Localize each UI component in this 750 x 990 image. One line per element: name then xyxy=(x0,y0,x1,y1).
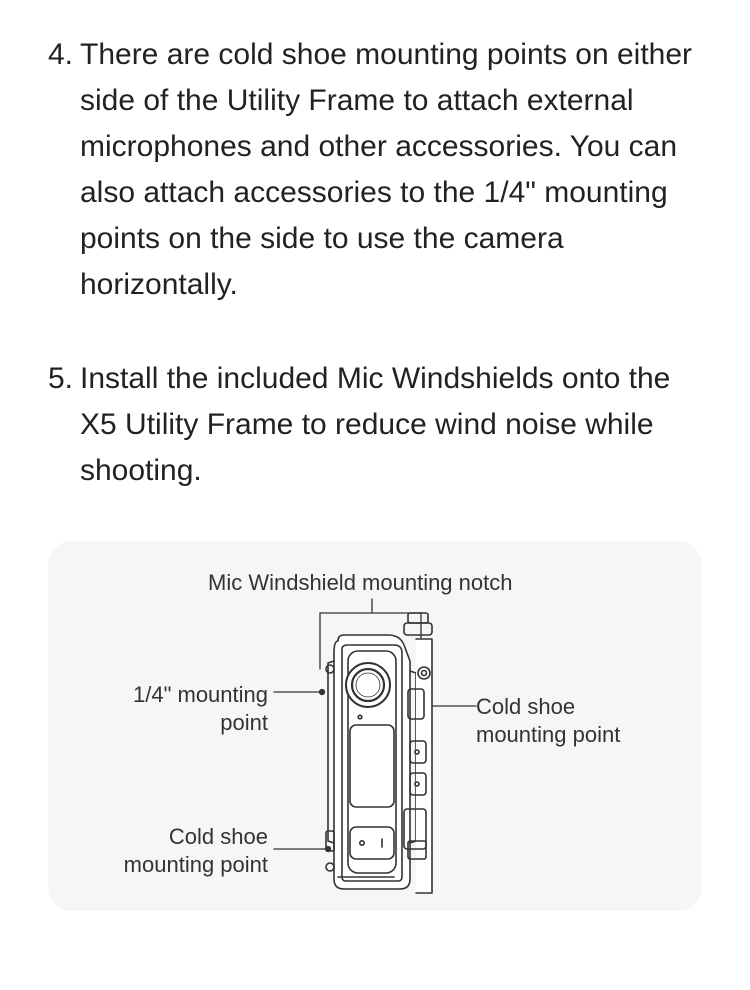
utility-frame-diagram xyxy=(48,541,702,911)
step-4-number: 4. xyxy=(48,38,74,71)
callout-mic-windshield-notch xyxy=(208,569,512,597)
step-5-text: Install the included Mic Windshields onto the X5 Utility Frame to reduce wind noise while shooting. xyxy=(80,362,671,487)
callout-coldshoe-right-line1: Cold shoe xyxy=(476,694,576,719)
callout-cold-shoe-left xyxy=(88,823,268,879)
callout-coldshoe-right-line2: mounting point xyxy=(476,722,621,747)
callout-quarter-line2: point xyxy=(220,710,268,735)
step-4-text: There are cold shoe mounting points on either side of the Utility Frame to attach external microphones and other accessories. You can also attach accessories to the 1/4" mounting points on the side to use the camera horizontally. xyxy=(80,38,693,301)
callout-quarter-line1: 1/4" mounting xyxy=(132,682,268,707)
callout-notch-label: Mic Windshield mounting notch xyxy=(208,570,513,595)
callout-coldshoe-left-line1: Cold shoe xyxy=(168,824,268,849)
callout-cold-shoe-right xyxy=(476,693,620,749)
callout-coldshoe-left-line2: mounting point xyxy=(123,852,268,877)
step-5-number: 5. xyxy=(48,362,74,395)
callout-quarter-inch-mount xyxy=(88,681,268,737)
step-5 xyxy=(48,356,708,494)
step-4 xyxy=(48,32,708,308)
